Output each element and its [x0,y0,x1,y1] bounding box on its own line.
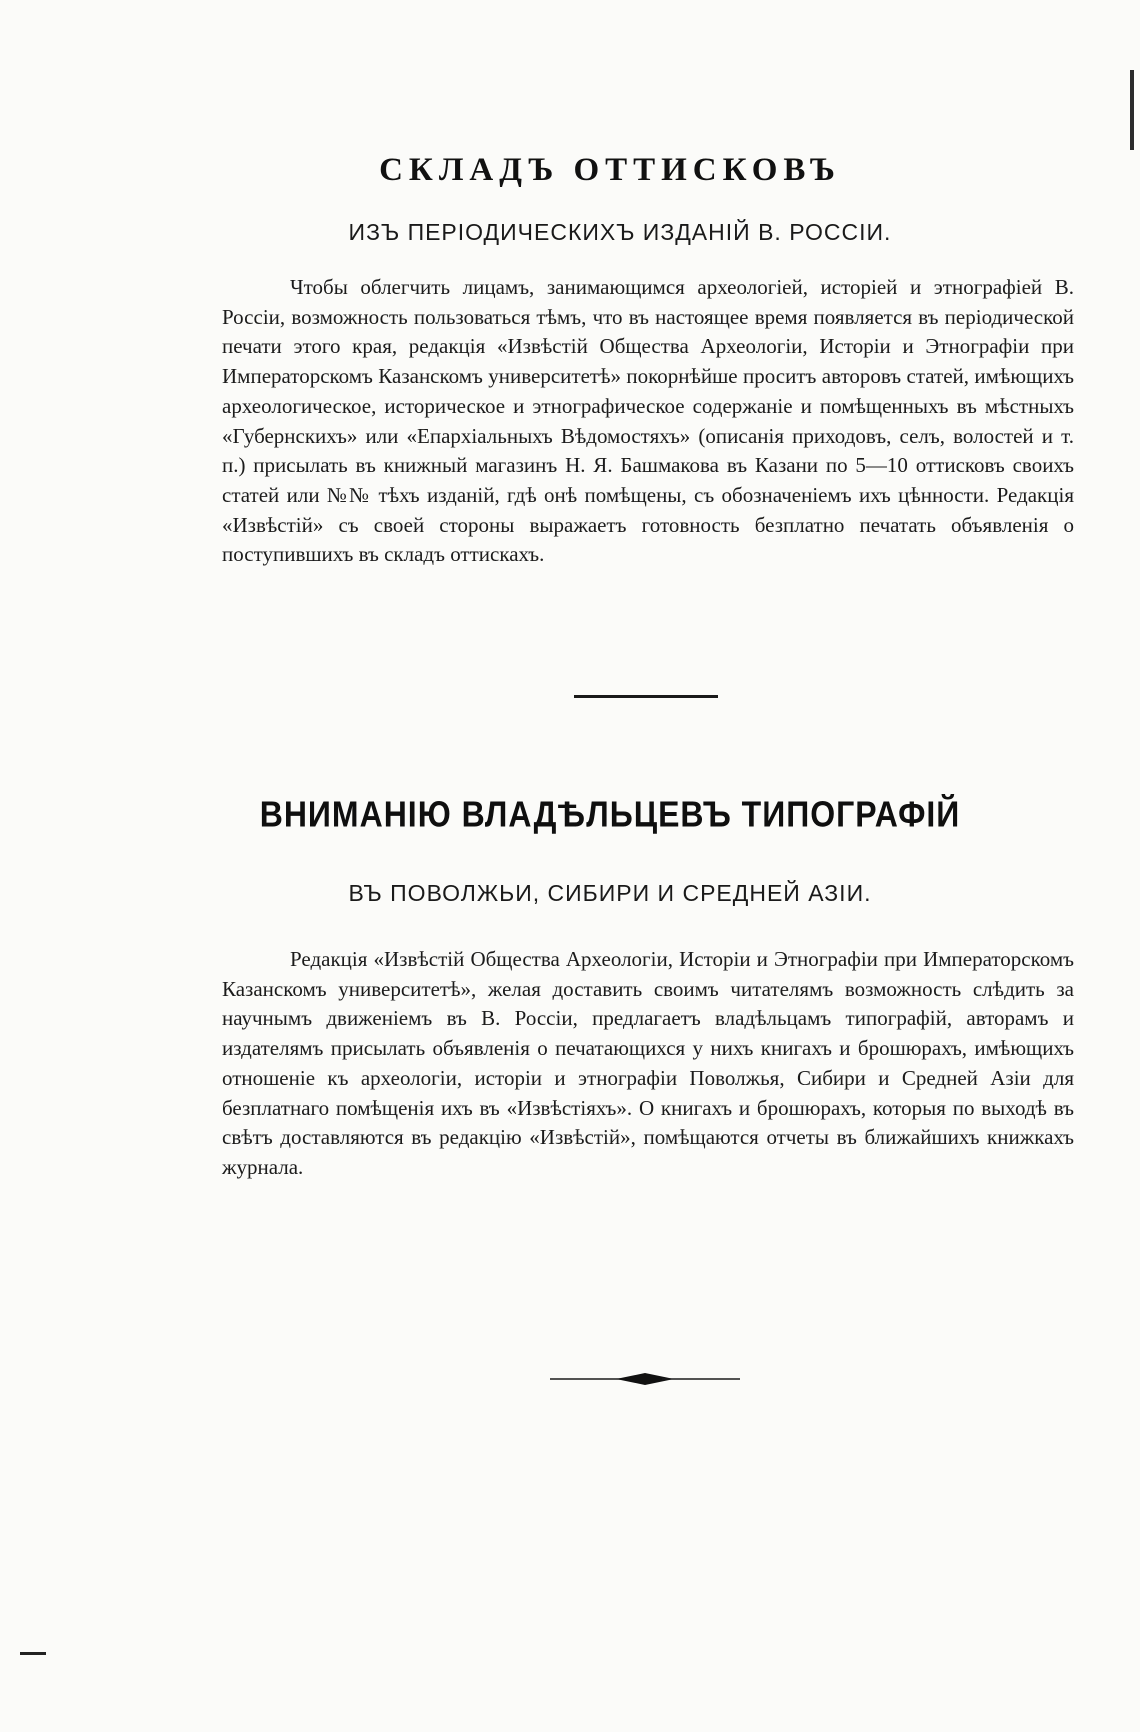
margin-mark [20,1652,46,1655]
section-2-body [222,945,1074,1183]
section-2-paragraph: Редакція «Извѣстій Общества Археологіи, Исторіи и Этнографіи при Императорскомъ Казанскомъ университетѣ», желая доставить своимъ читателямъ возможность слѣдить за научнымъ движеніемъ въ В. Россіи, предлагаетъ владѣльцамъ типографій, авторамъ и издателямъ присылать объявленія о печатающихся у нихъ книгахъ и брошюрахъ, имѣющихъ отношеніе къ археологіи, исторіи и этнографіи Поволжья, Сибири и Средней Азіи для безплатнаго помѣщенія ихъ въ «Извѣстіяхъ». О книгахъ и брошюрахъ, которыя по выходѣ въ свѣтъ доставляются въ редакцію «Извѣстій», помѣщаются отчеты въ ближайшихъ книжкахъ журнала. [222,947,1074,1179]
section-1-subtitle: ИЗЪ ПЕРІОДИЧЕСКИХЪ ИЗДАНІЙ В. РОССІИ. [348,219,892,245]
section-2-title: ВНИМАНІЮ ВЛАДѢЛЬЦЕВЪ ТИПОГРАФІЙ [259,794,961,835]
section-1-paragraph: Чтобы облегчить лицамъ, занимающимся археологіей, исторіей и этнографіей В. Россіи, возможность пользоваться тѣмъ, что въ настоящее время появляется въ періодической печати этого края, редакція «Извѣстій Общества Археологіи, Исторіи и Этнографіи при Императорскомъ Казанскомъ университетѣ» покорнѣйше проситъ авторовъ статей, имѣющихъ археологическое, историческое и этнографическое содержаніе и помѣщенныхъ въ мѣстныхъ «Губернскихъ» или «Епархіальныхъ Вѣдомостяхъ» (описанія приходовъ, селъ, волостей и т. п.) присылать въ книжный магазинъ Н. Я. Башмакова въ Казани по 5—10 оттисковъ своихъ статей или №№ тѣхъ изданій, гдѣ онѣ помѣщены, съ обозначеніемъ ихъ цѣнности. Редакція «Извѣстій» съ своей стороны выражаетъ готовность безплатно печатать объявленія о поступившихъ въ складъ оттискахъ. [222,275,1074,567]
section-1-body [222,273,1074,570]
section-1-title: СКЛАДЪ ОТТИСКОВЪ [379,152,841,188]
section-2-subtitle: ВЪ ПОВОЛЖЬИ, СИБИРИ И СРЕДНЕЙ АЗІИ. [348,880,872,906]
end-ornament-icon [550,1372,740,1386]
page-edge-shadow [1130,70,1134,150]
section-divider-rule [574,695,718,698]
